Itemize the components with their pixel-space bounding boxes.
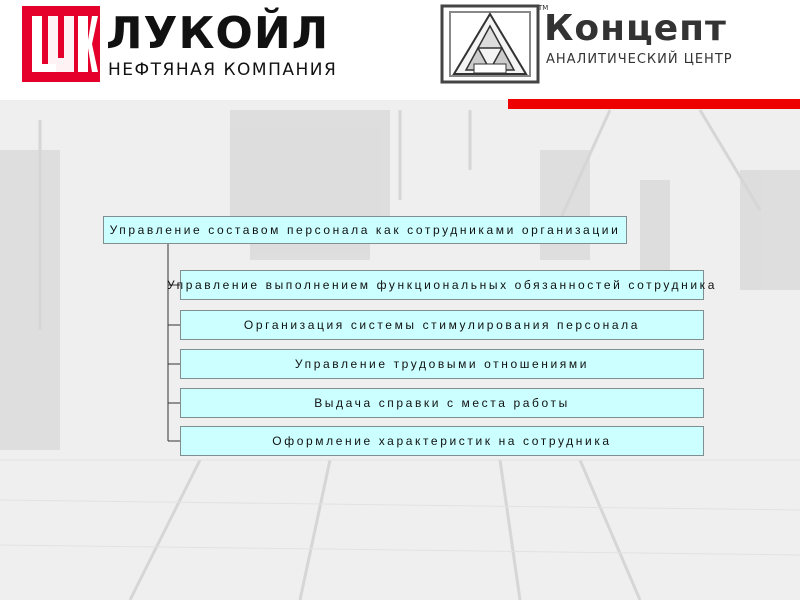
trademark-mark: TM <box>538 4 549 12</box>
diagram-root-box: Управление составом персонала как сотрудниками организации <box>103 216 627 244</box>
koncept-name: Концепт <box>544 8 727 49</box>
diagram-child-box: Управление трудовыми отношениями <box>180 349 704 379</box>
diagram-child-box: Выдача справки с места работы <box>180 388 704 418</box>
lukoil-name: ЛУКОЙЛ <box>106 8 330 59</box>
koncept-subtitle: АНАЛИТИЧЕСКИЙ ЦЕНТР <box>546 52 733 67</box>
diagram-child-box: Управление выполнением функциональных обязанностей сотрудника <box>180 270 704 300</box>
lukoil-subtitle: НЕФТЯНАЯ КОМПАНИЯ <box>108 60 338 80</box>
diagram-child-box: Оформление характеристик на сотрудника <box>180 426 704 456</box>
diagram-child-box: Организация системы стимулирования персонала <box>180 310 704 340</box>
